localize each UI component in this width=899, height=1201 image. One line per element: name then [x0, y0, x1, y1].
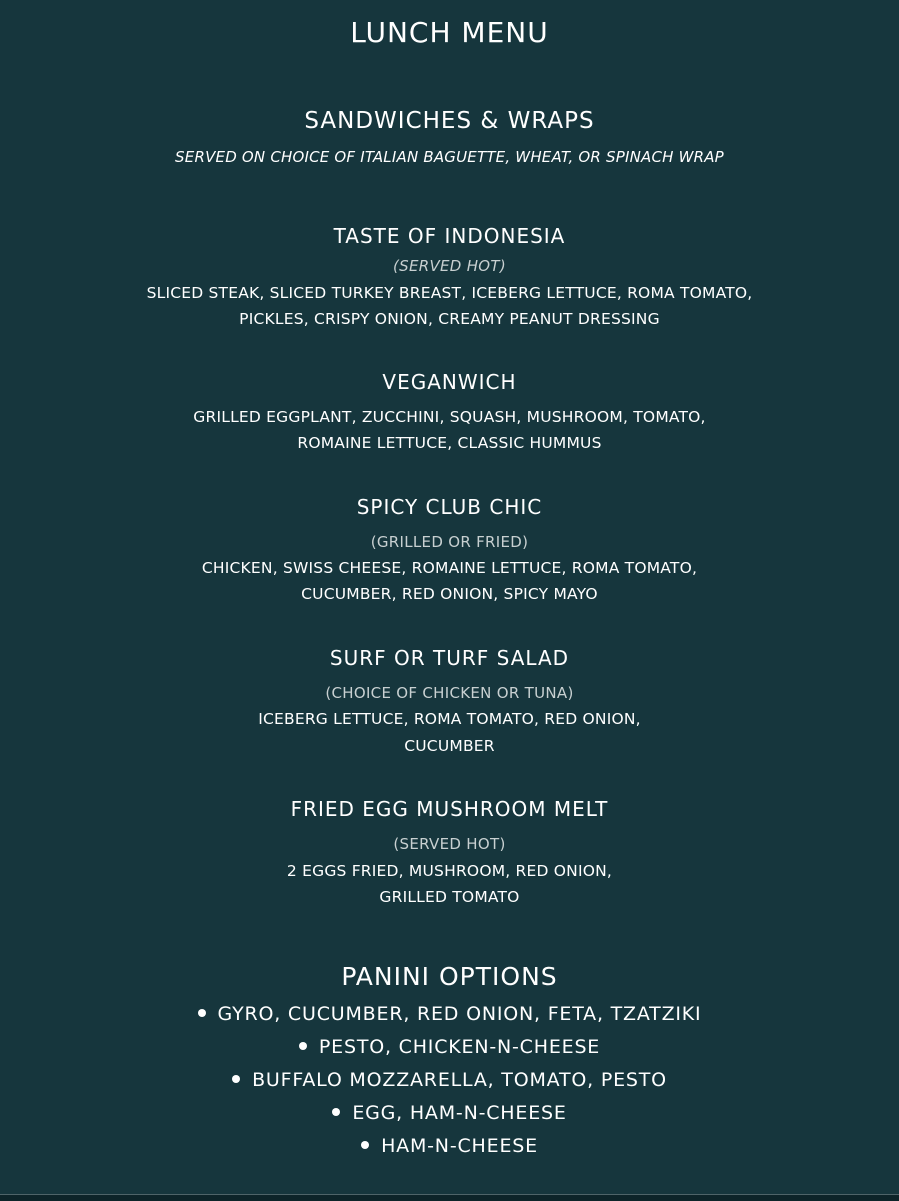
- section-title-sandwiches: SANDWICHES & WRAPS: [304, 108, 595, 134]
- item-line: SLICED STEAK, SLICED TURKEY BREAST, ICEBERG LETTUCE, ROMA TOMATO,: [146, 284, 753, 302]
- item-line: PICKLES, CRISPY ONION, CREAMY PEANUT DRESSING: [239, 310, 660, 328]
- panini-option-label: GYRO, CUCUMBER, RED ONION, FETA, TZATZIKI: [217, 1003, 702, 1025]
- panini-option: [0, 1102, 899, 1124]
- item-title-taste-of-indonesia: TASTE OF INDONESIA: [333, 224, 566, 248]
- item-title-veganwich: VEGANWICH: [382, 370, 517, 394]
- item-title-surf-or-turf-salad: SURF OR TURF SALAD: [329, 646, 570, 670]
- menu-title: LUNCH MENU: [350, 16, 549, 49]
- panini-option: [0, 1003, 899, 1025]
- panini-option-label: PESTO, CHICKEN-N-CHEESE: [318, 1036, 601, 1058]
- item-line: 2 EGGS FRIED, MUSHROOM, RED ONION,: [286, 862, 613, 880]
- item-line: GRILLED TOMATO: [379, 888, 520, 906]
- item-line: ICEBERG LETTUCE, ROMA TOMATO, RED ONION,: [258, 710, 641, 728]
- item-line: ROMAINE LETTUCE, CLASSIC HUMMUS: [297, 434, 602, 452]
- bullet-icon: [198, 1009, 206, 1017]
- bullet-icon: [232, 1075, 240, 1083]
- panini-option-label: BUFFALO MOZZARELLA, TOMATO, PESTO: [252, 1069, 667, 1091]
- item-line: GRILLED EGGPLANT, ZUCCHINI, SQUASH, MUSHROOM, TOMATO,: [193, 408, 706, 426]
- item-line: CUCUMBER, RED ONION, SPICY MAYO: [301, 585, 598, 603]
- item-note-fried-egg-mushroom-melt: (SERVED HOT): [393, 835, 506, 853]
- panini-option: [0, 1135, 899, 1157]
- bullet-icon: [361, 1141, 369, 1149]
- item-line: CHICKEN, SWISS CHEESE, ROMAINE LETTUCE, ROMA TOMATO,: [201, 559, 698, 577]
- item-title-fried-egg-mushroom-melt: FRIED EGG MUSHROOM MELT: [290, 797, 609, 821]
- bullet-icon: [299, 1042, 307, 1050]
- panini-option: [0, 1069, 899, 1091]
- panini-option: [0, 1036, 899, 1058]
- item-note-spicy-club-chic: (GRILLED OR FRIED): [370, 533, 529, 551]
- panini-option-label: EGG, HAM-N-CHEESE: [352, 1102, 567, 1124]
- section-title-panini: PANINI OPTIONS: [341, 962, 558, 991]
- item-title-spicy-club-chic: SPICY CLUB CHIC: [356, 495, 543, 519]
- item-note-taste-of-indonesia: (SERVED HOT): [392, 257, 507, 275]
- item-note-surf-or-turf-salad: (CHOICE OF CHICKEN OR TUNA): [325, 684, 574, 702]
- panini-option-label: HAM-N-CHEESE: [381, 1135, 538, 1157]
- section-subtitle-sandwiches: SERVED ON CHOICE OF ITALIAN BAGUETTE, WHEAT, OR SPINACH WRAP: [175, 148, 724, 166]
- bullet-icon: [332, 1108, 340, 1116]
- item-line: CUCUMBER: [404, 737, 495, 755]
